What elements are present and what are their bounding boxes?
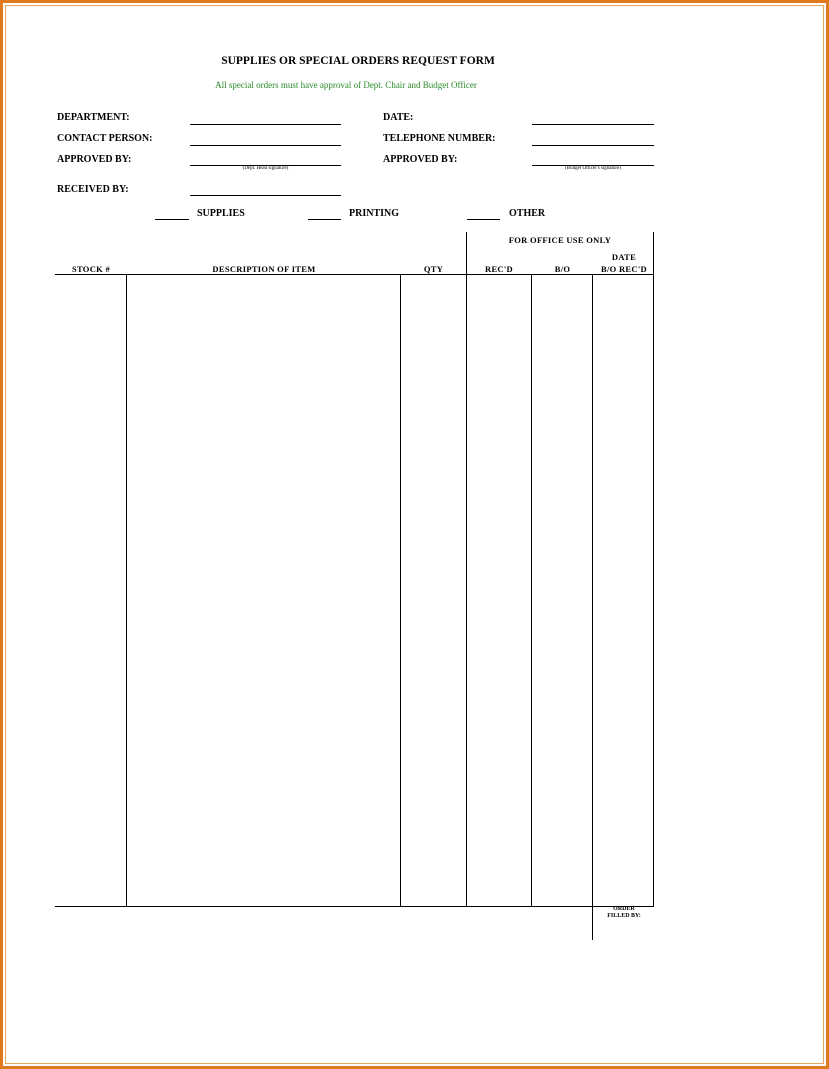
col-recd-header: REC'D	[485, 264, 513, 274]
printing-check-line[interactable]	[308, 219, 341, 220]
date-label: DATE:	[383, 112, 414, 123]
received-by-label: RECEIVED BY:	[57, 184, 129, 195]
department-field[interactable]	[190, 124, 341, 125]
col-date-header-line1: DATE	[611, 252, 637, 262]
approved-by-left-label: APPROVED BY:	[57, 154, 132, 165]
col-stock-header: STOCK #	[71, 264, 111, 274]
telephone-field[interactable]	[532, 145, 654, 146]
contact-person-label: CONTACT PERSON:	[57, 133, 153, 144]
qty-column-area[interactable]	[401, 275, 466, 906]
office-use-right-border	[653, 232, 654, 907]
col-qty-header: QTY	[423, 264, 444, 274]
recd-column-divider	[531, 274, 532, 907]
printing-label: PRINTING	[349, 208, 400, 219]
stock-column-area[interactable]	[55, 275, 126, 906]
form-title: SUPPLIES OR SPECIAL ORDERS REQUEST FORM	[221, 55, 495, 67]
contact-person-field[interactable]	[190, 145, 341, 146]
supplies-label: SUPPLIES	[197, 208, 245, 219]
department-label: DEPARTMENT:	[57, 112, 130, 123]
telephone-label: TELEPHONE NUMBER:	[383, 133, 496, 144]
dept-head-caption: (Dept. Head signature)	[242, 166, 289, 171]
order-filled-line2: FILLED BY:	[607, 913, 641, 919]
col-date-header-line2: B/O REC'D	[601, 264, 647, 274]
description-column-area[interactable]	[127, 275, 400, 906]
date-field[interactable]	[532, 124, 654, 125]
other-check-line[interactable]	[467, 219, 500, 220]
other-label: OTHER	[509, 208, 546, 219]
supplies-check-line[interactable]	[155, 219, 189, 220]
office-use-left-border	[466, 232, 467, 907]
approved-by-right-label: APPROVED BY:	[383, 154, 458, 165]
table-bottom-rule	[55, 906, 654, 907]
order-filled-line1: ORDER	[613, 906, 635, 912]
budget-officer-caption: (Budget Officer's signature)	[565, 166, 621, 171]
form-subtitle: All special orders must have approval of Dept. Chair and Budget Officer	[215, 80, 477, 90]
received-by-field[interactable]	[190, 195, 341, 196]
col-bo-header: B/O	[554, 264, 571, 274]
bo-column-divider	[592, 274, 593, 940]
col-description-header: DESCRIPTION OF ITEM	[212, 264, 316, 274]
office-use-header: FOR OFFICE USE ONLY	[508, 235, 612, 245]
